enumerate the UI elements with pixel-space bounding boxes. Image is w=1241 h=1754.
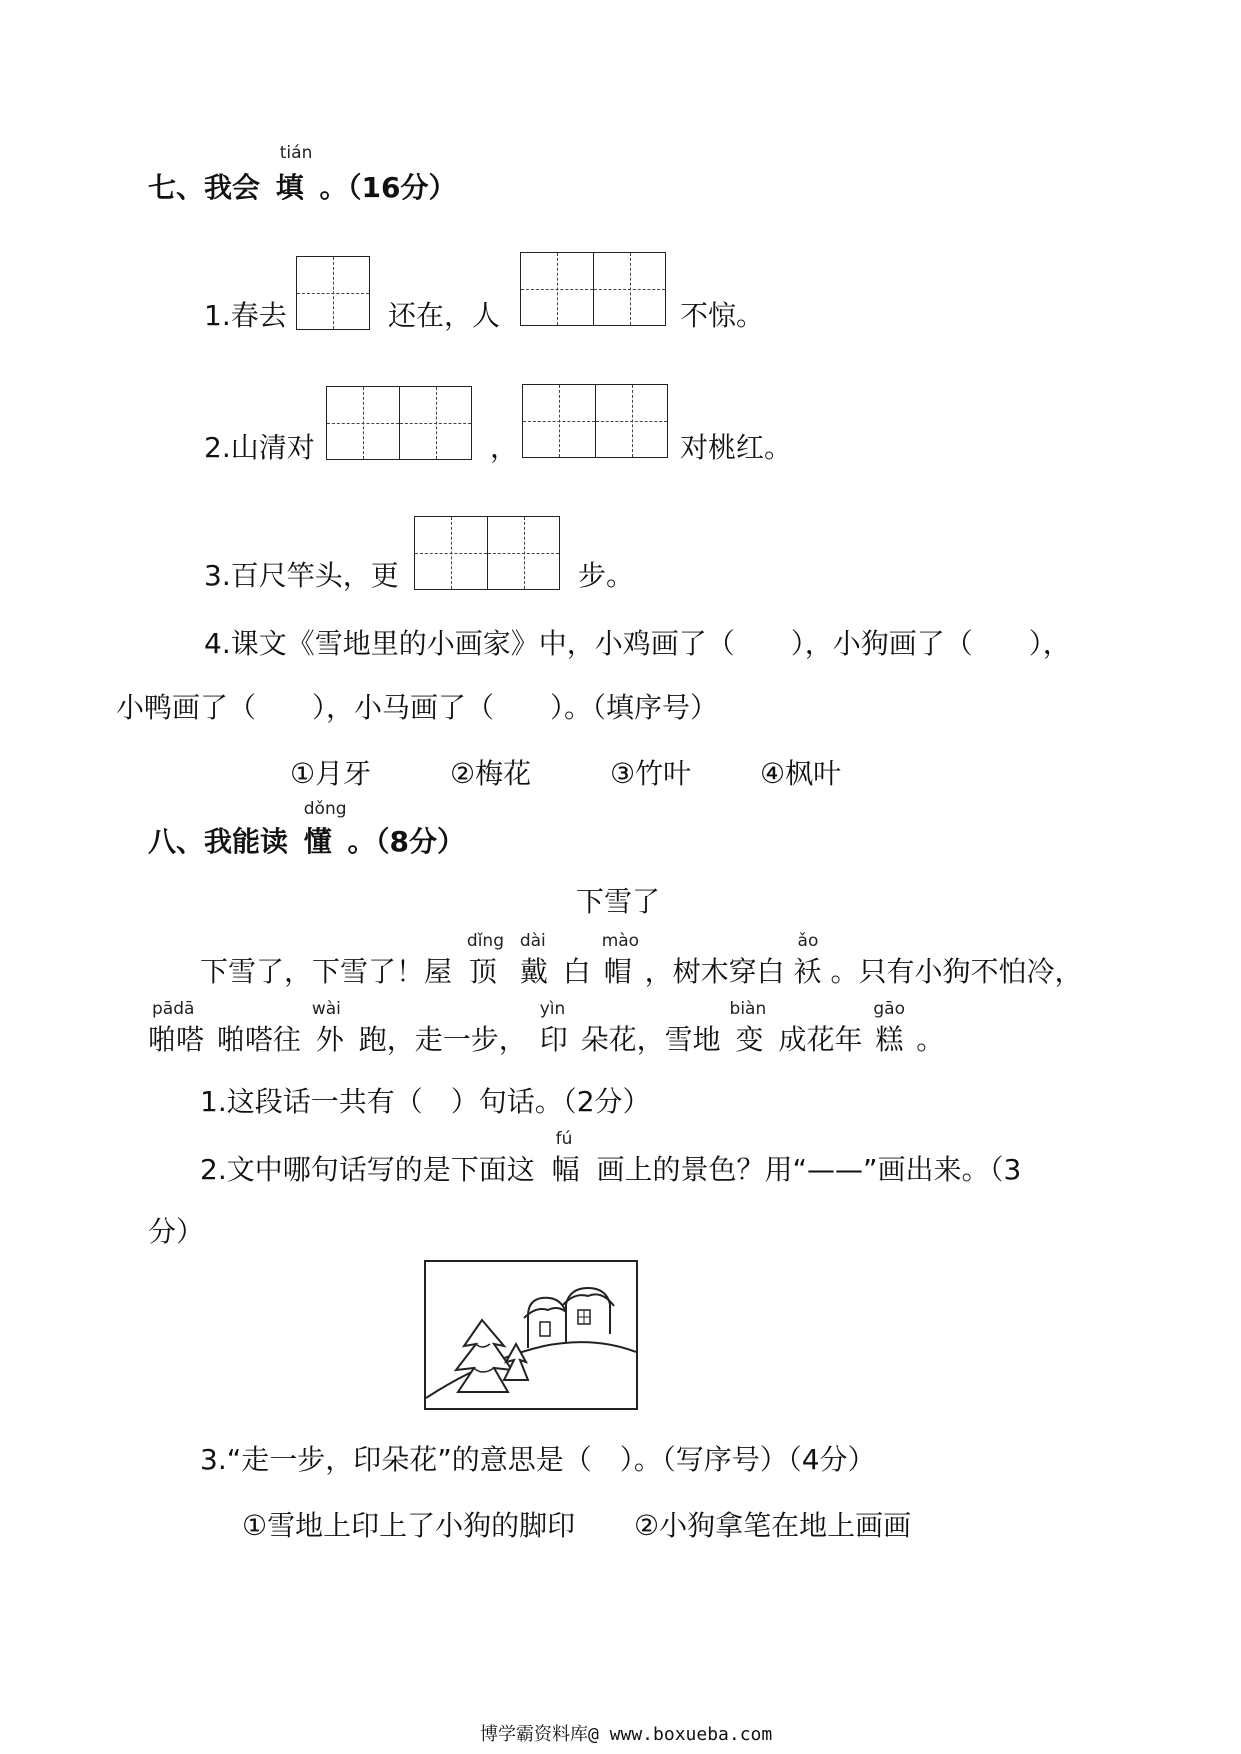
section8-heading-prefix: 八、我能读 [148,825,289,858]
reading-q3: 3.“走一步，印朵花”的意思是（ ）。（写序号）（4分） [200,1443,876,1476]
ruby-char: ǎo 袄 [793,931,822,988]
snow-scene-illustration [424,1260,638,1410]
q2-prefix: 2.山清对 [204,431,315,464]
q1-prefix: 1.春去 [204,299,287,332]
footer-watermark: 博学霸资料库@ www.boxueba.com [480,1724,773,1745]
section8-heading [148,799,466,860]
q2-suffix: 对桃红。 [680,431,793,464]
writing-cell[interactable] [521,253,593,325]
passage-text: 下雪了，下雪了！屋 [200,955,453,988]
ruby-char: yìn 印 [539,999,568,1056]
ruby-char: pādā 啪嗒 [148,999,205,1056]
reading-q2: 2.文中哪句话写的是下面这 fú 幅 画上的景色？用“——”画出来。（3 [200,1129,1022,1186]
q1-answer-box-2[interactable] [520,252,666,326]
ruby-char: biàn 变 [729,999,767,1056]
ruby-char: gāo 糕 [873,999,905,1056]
ruby-pinyin: pādā [152,999,195,1019]
section8-heading-char-wrap [303,799,347,860]
section7-heading-prefix: 七、我会 [148,171,261,204]
ruby-char: mào 帽 [601,931,640,988]
section7-heading [148,143,457,206]
ruby-pinyin: dài [519,931,546,951]
writing-cell[interactable] [487,517,559,589]
ruby-pinyin: dǐng [466,931,505,951]
section7-heading-pinyin: tián [279,143,313,163]
passage-text: 跑，走一步， [358,1023,527,1056]
q1-suffix: 不惊。 [680,299,765,332]
passage-text: 。 [916,1023,945,1056]
q2-answer-box-2[interactable] [522,384,668,458]
section7-heading-suffix: 。（16分） [319,171,457,204]
q4-option-4: ④枫叶 [760,757,842,790]
q3-answer-box[interactable] [414,516,560,590]
section8-heading-char: 懂 [303,825,332,858]
ruby-pinyin: gāo [873,999,905,1019]
section8-heading-pinyin: dǒng [303,799,347,819]
passage-text: 啪嗒往 [216,1023,301,1056]
writing-cell[interactable] [415,517,487,589]
ruby-char: wài 外 [311,999,344,1056]
passage-text: 朵花，雪地 [580,1023,721,1056]
ruby-pinyin: ǎo [797,931,819,951]
q4-line1: 4.课文《雪地里的小画家》中，小鸡画了（ ），小狗画了（ ）， [204,627,1071,660]
writing-cell[interactable] [523,385,595,457]
q3-prefix: 3.百尺竿头，更 [204,559,399,592]
passage-line-1 [200,931,1083,990]
q4-option-3: ③竹叶 [610,757,692,790]
q1-middle: 还在，人 [388,299,501,332]
passage-text: ，树木穿白 [644,955,785,988]
reading-q3-option-1: ①雪地上印上了小狗的脚印 [242,1509,576,1542]
q2-middle: ， [490,431,519,464]
reading-q1: 1.这段话一共有（ ）句话。（2分） [200,1085,651,1118]
ruby-pinyin: mào [601,931,640,951]
writing-cell[interactable] [297,257,369,329]
writing-cell[interactable] [327,387,399,459]
section7-heading-char: 填 [275,171,304,204]
ruby-char: fú 幅 [551,1129,580,1186]
ruby-char: dǐng 顶 [466,931,505,988]
ruby-pinyin: yìn [539,999,566,1019]
q3-suffix: 步。 [578,559,635,592]
writing-cell[interactable] [595,385,667,457]
passage-text: 白 [562,955,591,988]
q4-option-2: ②梅花 [450,757,532,790]
writing-cell[interactable] [593,253,665,325]
passage-text: 。只有小狗不怕冷， [830,955,1083,988]
ruby-pinyin: wài [311,999,341,1019]
writing-cell[interactable] [399,387,471,459]
ruby-pinyin: biàn [729,999,767,1019]
section7-heading-char-wrap [275,143,313,206]
reading-q3-option-2: ②小狗拿笔在地上画画 [634,1509,912,1542]
passage-title: 下雪了 [576,885,661,918]
reading-q2-wrap: 分） [148,1215,205,1248]
passage-text: 成花年 [778,1023,863,1056]
q4-option-1: ①月牙 [290,757,372,790]
passage-line-2 [148,999,945,1058]
q2-answer-box-1[interactable] [326,386,472,460]
ruby-pinyin: fú [555,1129,573,1149]
section8-heading-suffix: 。（8分） [347,825,466,858]
ruby-char: dài 戴 [519,931,548,988]
q1-answer-box-1[interactable] [296,256,370,330]
q4-line2: 小鸭画了（ ），小马画了（ ）。（填序号） [116,691,719,724]
